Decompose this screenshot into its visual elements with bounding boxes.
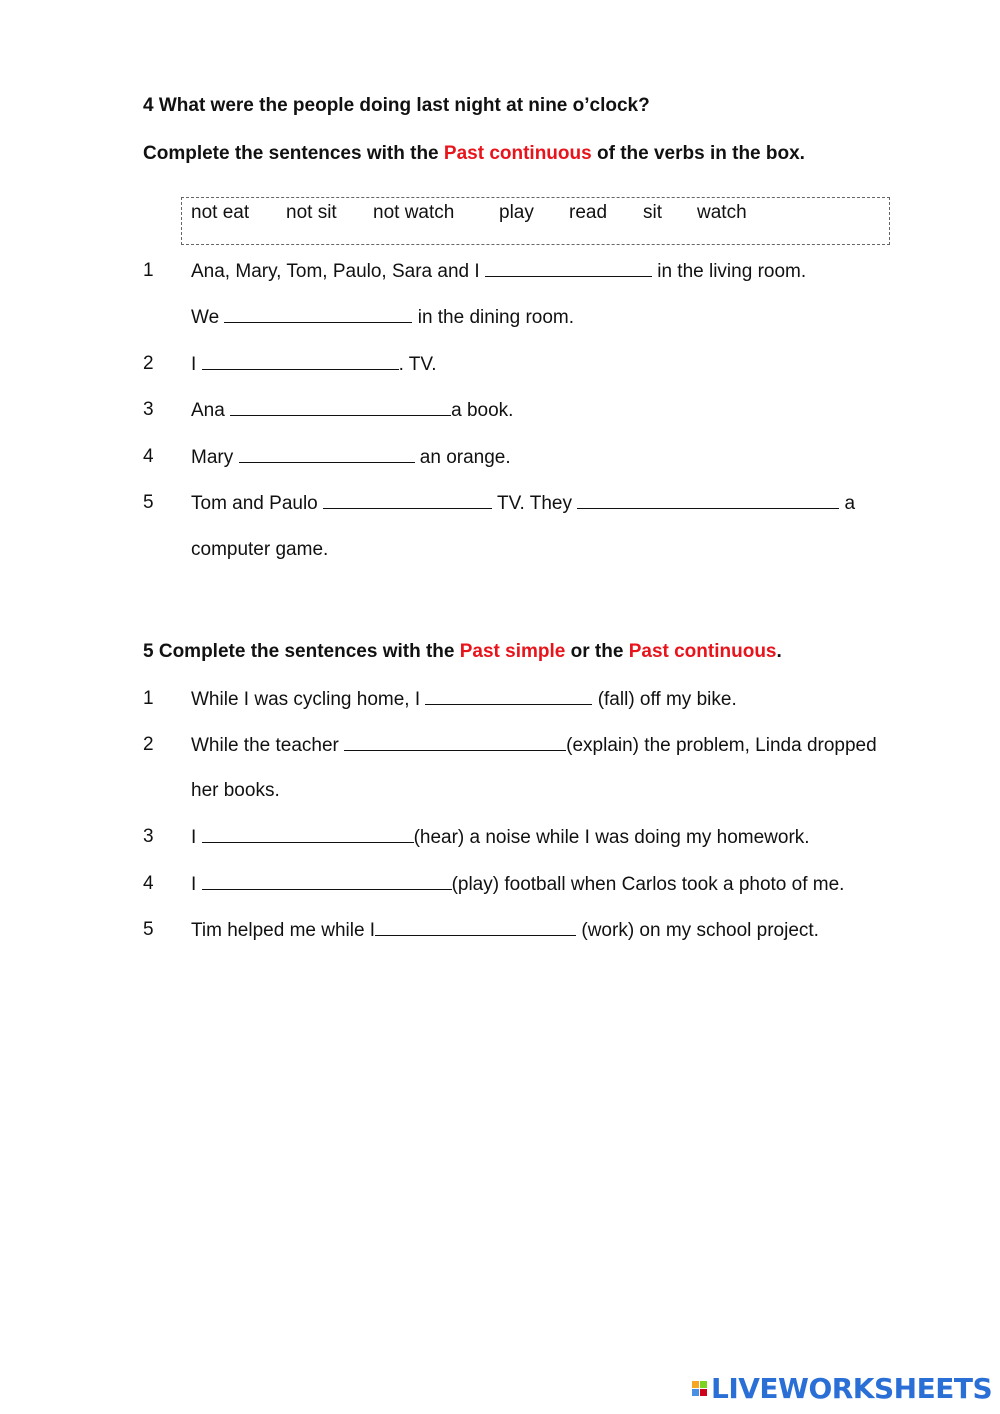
- instruction-tense-highlight: Past continuous: [443, 143, 592, 164]
- item-number: 2: [143, 734, 154, 755]
- answer-blank[interactable]: [239, 446, 415, 463]
- section-5-title: [143, 641, 782, 663]
- item-number: 5: [143, 919, 154, 940]
- item-number: 2: [143, 353, 154, 374]
- title-tense-highlight: Past continuous: [628, 641, 777, 662]
- logo-square: [692, 1389, 699, 1396]
- verb-word: play: [499, 202, 534, 223]
- section-4-instruction: [143, 143, 805, 165]
- sentence-text: I: [191, 354, 202, 375]
- verb-box: [181, 197, 890, 245]
- sentence-line: [191, 492, 855, 515]
- answer-blank[interactable]: [202, 873, 452, 890]
- item-number: 4: [143, 873, 154, 894]
- item-number: 1: [143, 260, 154, 281]
- sentence-line: [191, 688, 737, 711]
- logo-mark-icon: [692, 1381, 707, 1396]
- sentence-line: [191, 873, 844, 896]
- section-4-title: 4 What were the people doing last night at nine o’clock?: [143, 95, 650, 116]
- verb-word: not watch: [373, 202, 455, 223]
- answer-blank[interactable]: [375, 919, 576, 936]
- logo-square: [700, 1381, 707, 1388]
- answer-blank[interactable]: [344, 734, 566, 751]
- sentence-text: Tim helped me while I: [191, 920, 376, 941]
- item-number: 3: [143, 399, 154, 420]
- verb-word: watch: [697, 202, 747, 223]
- sentence-line: [191, 399, 513, 422]
- item-number: 5: [143, 492, 154, 513]
- sentence-text: I: [191, 874, 202, 895]
- sentence-text: While I was cycling home, I: [191, 689, 426, 710]
- sentence-line: [191, 306, 574, 329]
- verb-word: sit: [643, 202, 662, 223]
- sentence-text: While the teacher: [191, 735, 345, 756]
- answer-blank[interactable]: [230, 399, 451, 416]
- sentence-line: [191, 446, 511, 469]
- sentence-text: (explain) the problem, Linda dropped: [566, 735, 877, 756]
- sentence-text: a book.: [451, 400, 514, 421]
- sentence-text: (play) football when Carlos took a photo of me.: [451, 874, 845, 895]
- answer-blank[interactable]: [425, 688, 592, 705]
- sentence-text: Mary: [191, 447, 239, 468]
- sentence-text: Tom and Paulo: [191, 493, 324, 514]
- sentence-line: [191, 826, 810, 849]
- title-text: 5 Complete the sentences with the: [143, 641, 460, 662]
- sentence-text: an orange.: [414, 447, 511, 468]
- sentence-line: [191, 260, 806, 283]
- title-text: or the: [565, 641, 629, 662]
- sentence-text: in the living room.: [651, 261, 807, 282]
- title-text: .: [776, 641, 782, 662]
- logo-square: [692, 1381, 699, 1388]
- logo-square: [700, 1389, 707, 1396]
- answer-blank[interactable]: [202, 353, 399, 370]
- brand-name: LIVEWORKSHEETS: [711, 1372, 993, 1405]
- item-number: 4: [143, 446, 154, 467]
- sentence-text: (hear) a noise while I was doing my homework.: [413, 827, 810, 848]
- sentence-line: her books.: [191, 780, 280, 801]
- verb-word: not eat: [191, 202, 250, 223]
- answer-blank[interactable]: [224, 306, 412, 323]
- sentence-text: Ana: [191, 400, 231, 421]
- answer-blank[interactable]: [577, 492, 839, 509]
- instruction-text: Complete the sentences with the: [143, 143, 444, 164]
- sentence-text: in the dining room.: [412, 307, 575, 328]
- sentence-text: TV. They: [492, 493, 578, 514]
- item-number: 1: [143, 688, 154, 709]
- title-tense-highlight: Past simple: [459, 641, 566, 662]
- sentence-text: a: [839, 493, 856, 514]
- answer-blank[interactable]: [202, 826, 414, 843]
- liveworksheets-logo: [692, 1372, 992, 1405]
- sentence-line: [191, 353, 437, 376]
- sentence-text: . TV.: [398, 354, 437, 375]
- sentence-line: computer game.: [191, 539, 329, 560]
- verb-word: read: [569, 202, 608, 223]
- sentence-text: I: [191, 827, 202, 848]
- answer-blank[interactable]: [485, 260, 652, 277]
- instruction-text-end: of the verbs in the box.: [591, 143, 805, 164]
- sentence-text: Ana, Mary, Tom, Paulo, Sara and I: [191, 261, 485, 282]
- sentence-text: We: [191, 307, 225, 328]
- item-number: 3: [143, 826, 154, 847]
- sentence-line: [191, 919, 819, 942]
- sentence-line: [191, 734, 877, 757]
- sentence-text: (work) on my school project.: [576, 920, 819, 941]
- answer-blank[interactable]: [323, 492, 492, 509]
- sentence-text: (fall) off my bike.: [592, 689, 737, 710]
- verb-word: not sit: [286, 202, 337, 223]
